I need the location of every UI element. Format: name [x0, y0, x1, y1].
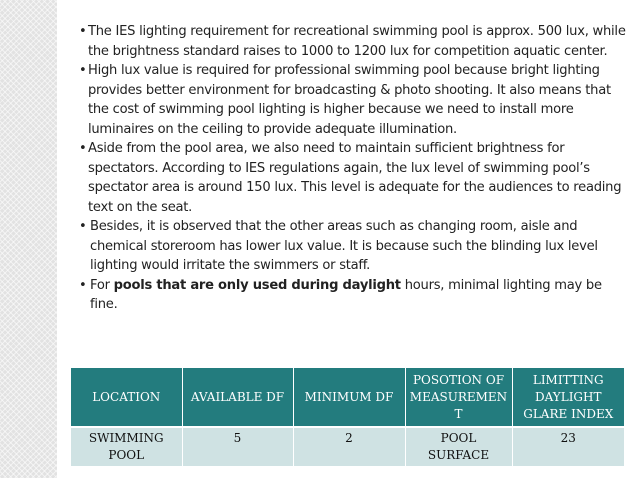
header-available-df: AVAILABLE DF	[182, 368, 293, 427]
slide	[57, 0, 638, 478]
bullet-marker: •	[79, 219, 87, 234]
bullet-text-before: For	[90, 277, 110, 293]
bullet-text: The IES lighting requirement for recreational swimming pool is approx. 500 lux, while the brightness standard raises to 1000 to 1200 lux for competition aquatic center.	[88, 24, 626, 59]
bullet-high-lux	[79, 61, 631, 139]
header-minimum-df: MINIMUM DF	[293, 368, 405, 427]
bullet-daylight-pools	[79, 276, 631, 315]
cell-position: POOL SURFACE	[405, 427, 512, 466]
table-header-row	[71, 368, 624, 427]
cell-available-df: 5	[182, 427, 293, 466]
bullet-marker: •	[79, 63, 87, 78]
daylight-factor-table	[71, 368, 624, 466]
bullet-list	[79, 22, 631, 315]
bullet-text: Besides, it is observed that the other areas such as changing room, aisle and chemical storeroom has lower lux value. It is because such the blinding lux level lighting would irritate the swimmers or staff.	[90, 219, 598, 273]
cell-location: SWIMMING POOL	[71, 427, 182, 466]
bullet-marker: •	[79, 277, 87, 293]
bullet-text-after: hours, minimal lighting may be fine.	[90, 277, 602, 312]
header-location: LOCATION	[71, 368, 182, 427]
cell-minimum-df: 2	[293, 427, 405, 466]
bullet-text: Aside from the pool area, we also need to maintain sufficient brightness for spectators. According to IES regulations again, the lux level of swimming pool’s spectator area is around 150 lux. This level is adequate for the audiences to reading text on the seat.	[88, 141, 622, 215]
bullet-ies-requirement	[79, 22, 631, 61]
table-row	[71, 427, 624, 466]
cell-glare-index: 23	[512, 427, 624, 466]
bullet-spectator-area	[79, 139, 631, 217]
bullet-text: High lux value is required for professional swimming pool because bright lighting provides better environment for broadcasting & photo shooting. It also means that the cost of swimming pool lighting is higher because we need to install more luminaires on the ceiling to provide adequate illumination.	[88, 63, 611, 137]
bullet-marker: •	[79, 141, 87, 156]
bullet-highlight: pools that are only used during daylight	[113, 277, 401, 293]
bullet-other-areas	[79, 217, 631, 276]
header-limiting-glare-index: LIMITTING DAYLIGHT GLARE INDEX	[512, 368, 624, 427]
bullet-marker: •	[79, 24, 87, 39]
header-position-of-measurement: POSOTION OF MEASUREMEN T	[405, 368, 512, 427]
